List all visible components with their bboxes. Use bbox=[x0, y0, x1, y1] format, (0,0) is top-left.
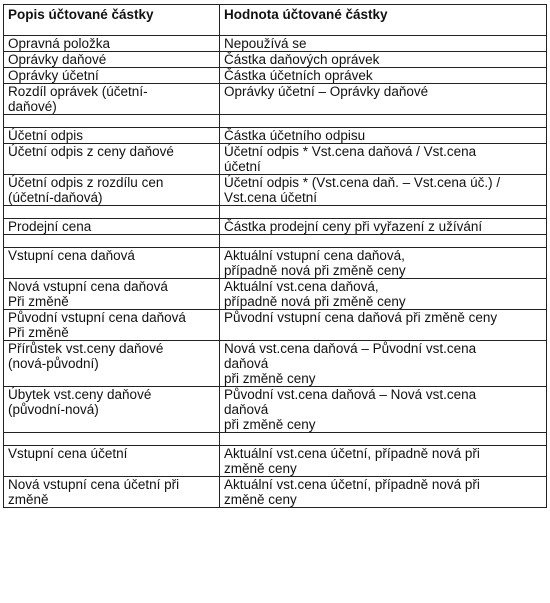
cell-description bbox=[4, 175, 220, 206]
cell-value bbox=[220, 279, 547, 310]
table-row bbox=[4, 36, 547, 52]
description-text: Oprávky daňové bbox=[8, 52, 107, 67]
cell-description bbox=[4, 144, 220, 175]
value-text: Aktuální vst.cena účetní, případně nová při změně ceny bbox=[224, 477, 480, 507]
cell-description bbox=[4, 235, 220, 248]
description-text: Původní vstupní cena daňová Při změně bbox=[8, 310, 186, 340]
cell-description bbox=[4, 128, 220, 144]
header-description: Popis účtované částky bbox=[4, 5, 220, 36]
description-text: Přírůstek vst.ceny daňové (nová-původní) bbox=[8, 341, 164, 371]
description-text: Účetní odpis z ceny daňové bbox=[8, 144, 174, 159]
header-value: Hodnota účtované částky bbox=[220, 5, 547, 36]
cell-value bbox=[220, 219, 547, 235]
spacer-row bbox=[4, 115, 547, 128]
value-text: Původní vstupní cena daňová při změně ceny bbox=[224, 310, 498, 325]
spacer-row bbox=[4, 235, 547, 248]
cell-value bbox=[220, 144, 547, 175]
cell-value bbox=[220, 446, 547, 477]
value-text: Částka daňových oprávek bbox=[224, 52, 380, 67]
cell-value bbox=[220, 248, 547, 279]
table-body bbox=[4, 36, 547, 508]
spacer-row bbox=[4, 206, 547, 219]
description-text: Vstupní cena účetní bbox=[8, 446, 128, 461]
cell-value bbox=[220, 128, 547, 144]
table-row bbox=[4, 310, 547, 341]
cell-description bbox=[4, 279, 220, 310]
description-text: Prodejní cena bbox=[8, 219, 92, 234]
cell-value bbox=[220, 175, 547, 206]
table-row bbox=[4, 175, 547, 206]
cell-description bbox=[4, 115, 220, 128]
cell-value bbox=[220, 387, 547, 433]
cell-description bbox=[4, 68, 220, 84]
description-text: Vstupní cena daňová bbox=[8, 248, 135, 263]
cell-description bbox=[4, 84, 220, 115]
value-text: Původní vst.cena daňová – Nová vst.cena daňová při změně ceny bbox=[224, 387, 477, 432]
cell-value bbox=[220, 115, 547, 128]
value-text: Aktuální vstupní cena daňová, případně nová při změně ceny bbox=[224, 248, 406, 278]
cell-value bbox=[220, 477, 547, 508]
value-text: Částka účetního odpisu bbox=[224, 128, 366, 143]
description-text: Opravná položka bbox=[8, 36, 111, 51]
header-row bbox=[4, 5, 547, 36]
value-text: Účetní odpis * Vst.cena daňová / Vst.cena účetní bbox=[224, 144, 477, 174]
description-text: Nová vstupní cena daňová Při změně bbox=[8, 279, 168, 309]
value-text: Oprávky účetní – Oprávky daňové bbox=[224, 84, 429, 99]
value-text: Částka účetních oprávek bbox=[224, 68, 373, 83]
value-text: Aktuální vst.cena účetní, případně nová při změně ceny bbox=[224, 446, 480, 476]
table-row bbox=[4, 84, 547, 115]
cell-description bbox=[4, 341, 220, 387]
value-text: Aktuální vst.cena daňová, případně nová při změně ceny bbox=[224, 279, 406, 309]
value-text: Účetní odpis * (Vst.cena daň. – Vst.cena úč.) / Vst.cena účetní bbox=[224, 175, 501, 205]
description-text: Nová vstupní cena účetní při změně bbox=[8, 477, 180, 507]
cell-value bbox=[220, 341, 547, 387]
cell-description bbox=[4, 477, 220, 508]
value-text: Nepoužívá se bbox=[224, 36, 307, 51]
description-text: Rozdíl oprávek (účetní- daňové) bbox=[8, 84, 148, 114]
cell-value bbox=[220, 206, 547, 219]
description-text: Účetní odpis bbox=[8, 128, 84, 143]
cell-value bbox=[220, 68, 547, 84]
table-row bbox=[4, 279, 547, 310]
value-text: Částka prodejní ceny při vyřazení z užívání bbox=[224, 219, 483, 234]
table-row bbox=[4, 477, 547, 508]
document-page bbox=[3, 4, 547, 508]
cell-value bbox=[220, 235, 547, 248]
cell-description bbox=[4, 310, 220, 341]
cell-value bbox=[220, 84, 547, 115]
spacer-row bbox=[4, 433, 547, 446]
table-row bbox=[4, 68, 547, 84]
cell-description bbox=[4, 36, 220, 52]
description-text: Oprávky účetní bbox=[8, 68, 99, 83]
cell-description bbox=[4, 446, 220, 477]
cell-description bbox=[4, 206, 220, 219]
cell-value bbox=[220, 310, 547, 341]
cell-description bbox=[4, 387, 220, 433]
table-row bbox=[4, 52, 547, 68]
cell-value bbox=[220, 52, 547, 68]
cell-description bbox=[4, 52, 220, 68]
table-row bbox=[4, 341, 547, 387]
description-text: Úbytek vst.ceny daňové (původní-nová) bbox=[8, 387, 152, 417]
cell-description bbox=[4, 433, 220, 446]
value-text: Nová vst.cena daňová – Původní vst.cena daňová při změně ceny bbox=[224, 341, 477, 386]
table-row bbox=[4, 128, 547, 144]
table-row bbox=[4, 144, 547, 175]
cell-value bbox=[220, 36, 547, 52]
cell-description bbox=[4, 248, 220, 279]
table-row bbox=[4, 446, 547, 477]
cell-description bbox=[4, 219, 220, 235]
table-row bbox=[4, 387, 547, 433]
amounts-table bbox=[3, 4, 547, 508]
table-row bbox=[4, 248, 547, 279]
description-text: Účetní odpis z rozdílu cen (účetní-daňová) bbox=[8, 175, 164, 205]
cell-value bbox=[220, 433, 547, 446]
table-row bbox=[4, 219, 547, 235]
